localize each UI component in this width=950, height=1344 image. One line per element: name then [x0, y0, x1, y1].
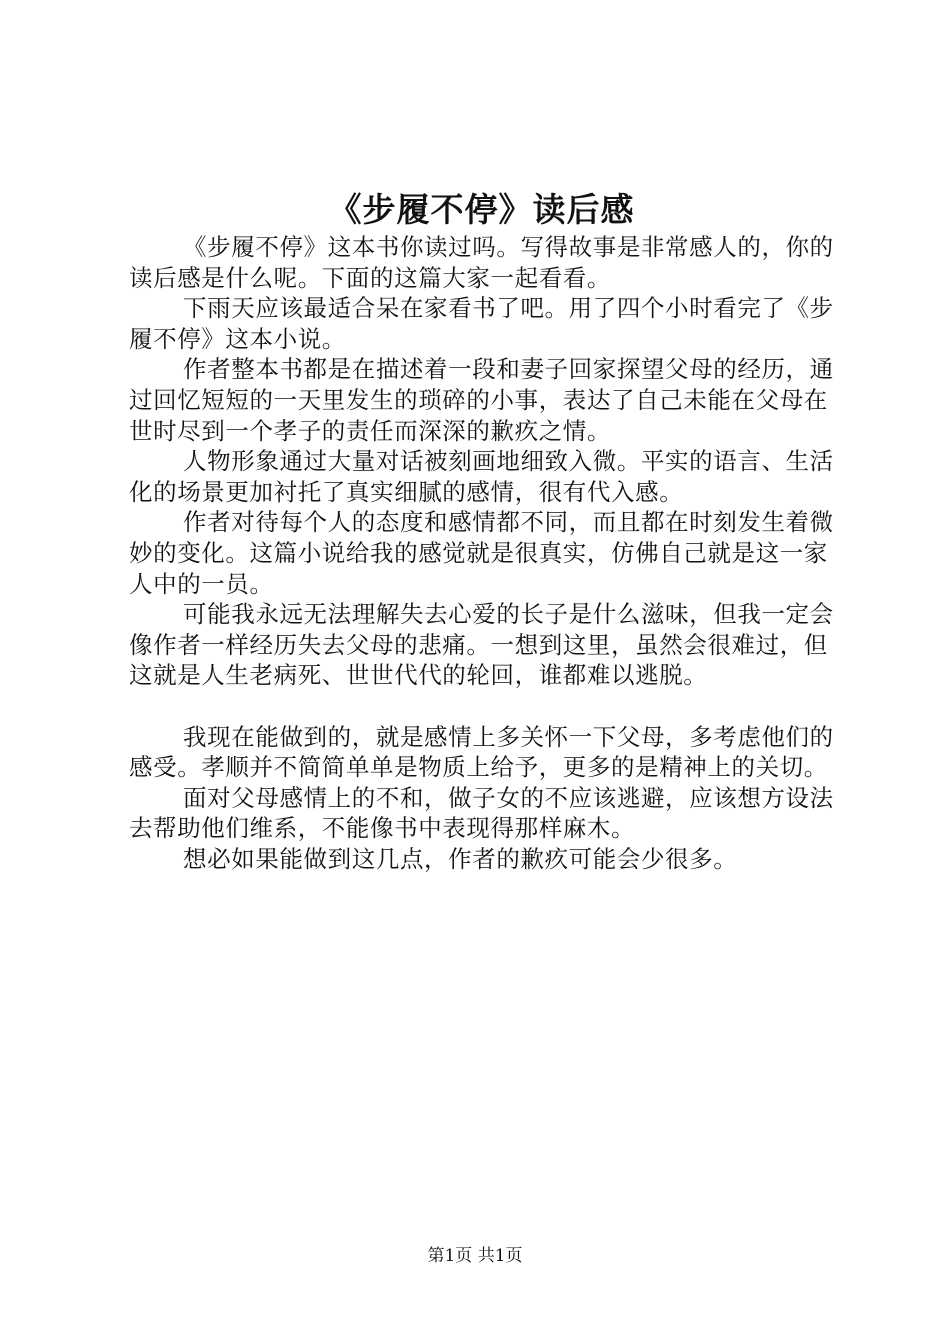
paragraph: 作者对待每个人的态度和感情都不同，而且都在时刻发生着微妙的变化。这篇小说给我的感觉就是很真实，仿佛自己就是这一家人中的一员。: [129, 508, 834, 598]
paragraph: 人物形象通过大量对话被刻画地细致入微。平实的语言、生活化的场景更加衬托了真实细腻的感情，很有代入感。: [129, 447, 834, 506]
document-body: [129, 232, 849, 874]
paragraph: 想必如果能做到这几点，作者的歉疚可能会少很多。: [183, 844, 738, 873]
page-footer: 第1页 共1页: [427, 1246, 523, 1266]
paragraph: 《步履不停》这本书你读过吗。写得故事是非常感人的，你的读后感是什么呢。下面的这篇大家一起看看。: [129, 233, 834, 292]
paragraph: 下雨天应该最适合呆在家看书了吧。用了四个小时看完了《步履不停》这本小说。: [129, 294, 834, 353]
paragraph: 作者整本书都是在描述着一段和妻子回家探望父母的经历，通过回忆短短的一天里发生的琐碎的小事，表达了自己未能在父母在世时尽到一个孝子的责任而深深的歉疚之情。: [129, 355, 834, 445]
paragraph: 可能我永远无法理解失去心爱的长子是什么滋味，但我一定会像作者一样经历失去父母的悲痛。一想到这里，虽然会很难过，但这就是人生老病死、世世代代的轮回，谁都难以逃脱。: [129, 600, 834, 690]
paragraph: 我现在能做到的，就是感情上多关怀一下父母，多考虑他们的感受。孝顺并不简简单单是物质上给予，更多的是精神上的关切。: [129, 722, 834, 782]
document-title: 《步履不停》读后感: [328, 190, 635, 229]
paragraph: 面对父母感情上的不和，做子女的不应该逃避，应该想方设法去帮助他们维系，不能像书中表现得那样麻木。: [129, 783, 834, 843]
